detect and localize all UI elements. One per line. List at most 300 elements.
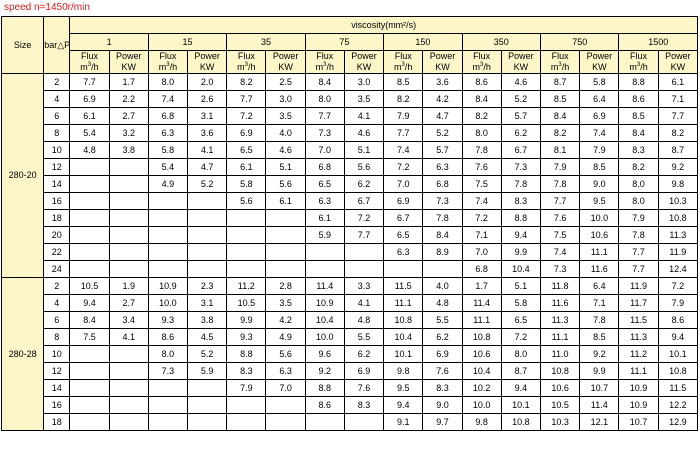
power-cell: 10.1 — [501, 397, 540, 414]
power-cell: 5.6 — [344, 159, 383, 176]
flux-cell — [305, 244, 344, 261]
flux-cell: 11.3 — [619, 329, 658, 346]
power-cell: 3.1 — [188, 108, 227, 125]
flux-cell: 7.4 — [148, 91, 187, 108]
flux-cell — [70, 363, 109, 380]
flux-cell: 10.6 — [462, 346, 501, 363]
power-cell: 8.3 — [344, 397, 383, 414]
power-cell: 4.1 — [344, 295, 383, 312]
subheader-flux: Flux $m^3/h$ — [619, 51, 658, 74]
power-cell: 6.2 — [501, 125, 540, 142]
bar-value-cell: 16 — [44, 397, 70, 414]
power-cell: 8.4 — [423, 227, 462, 244]
flux-cell — [70, 227, 109, 244]
flux-cell: 6.9 — [227, 125, 266, 142]
flux-cell: 7.8 — [462, 142, 501, 159]
bar-value-cell: 6 — [44, 108, 70, 125]
power-cell — [266, 227, 305, 244]
flux-cell — [227, 244, 266, 261]
power-cell: 3.8 — [109, 142, 148, 159]
power-cell: 4.8 — [423, 295, 462, 312]
flux-cell: 10.5 — [227, 295, 266, 312]
flux-cell — [70, 210, 109, 227]
power-cell: 5.8 — [501, 295, 540, 312]
header-viscosity-groups — [2, 34, 698, 51]
power-cell: 5.5 — [344, 329, 383, 346]
flux-cell: 7.4 — [462, 193, 501, 210]
power-cell: 6.7 — [344, 193, 383, 210]
flux-cell: 10.0 — [305, 329, 344, 346]
flux-cell: 7.5 — [70, 329, 109, 346]
power-cell: 5.7 — [423, 142, 462, 159]
flux-cell: 7.1 — [462, 227, 501, 244]
power-cell: 12.9 — [658, 414, 697, 431]
flux-cell: 7.7 — [619, 244, 658, 261]
flux-cell: 7.9 — [227, 380, 266, 397]
flux-cell: 8.6 — [148, 329, 187, 346]
power-cell: 6.7 — [501, 142, 540, 159]
power-cell: 7.2 — [344, 210, 383, 227]
power-cell: 3.0 — [344, 74, 383, 91]
flux-cell — [148, 210, 187, 227]
power-cell: 8.9 — [423, 244, 462, 261]
power-cell: 5.2 — [423, 125, 462, 142]
power-cell — [109, 261, 148, 278]
flux-cell: 6.1 — [305, 210, 344, 227]
power-cell — [344, 414, 383, 431]
flux-cell: 9.8 — [462, 414, 501, 431]
flux-cell: 8.5 — [541, 91, 580, 108]
bar-value-cell: 10 — [44, 142, 70, 159]
flux-cell — [148, 193, 187, 210]
power-cell: 9.4 — [501, 227, 540, 244]
power-cell: 4.7 — [423, 108, 462, 125]
power-cell: 7.3 — [423, 193, 462, 210]
table-row — [2, 91, 698, 108]
flux-cell — [70, 397, 109, 414]
viscosity-group: 35 — [227, 34, 305, 51]
flux-cell: 5.8 — [148, 142, 187, 159]
flux-cell: 6.8 — [148, 108, 187, 125]
viscosity-group: 750 — [541, 34, 619, 51]
power-cell: 2.6 — [188, 91, 227, 108]
flux-cell: 8.2 — [619, 159, 658, 176]
power-cell — [188, 261, 227, 278]
flux-cell: 10.0 — [462, 397, 501, 414]
power-cell — [188, 380, 227, 397]
power-cell: 5.2 — [501, 91, 540, 108]
subheader-power: Power KW — [423, 51, 462, 74]
flux-cell: 6.3 — [305, 193, 344, 210]
table-row — [2, 278, 698, 295]
power-cell: 8.3 — [501, 193, 540, 210]
flux-cell: 6.9 — [70, 91, 109, 108]
power-cell: 10.8 — [658, 210, 697, 227]
flux-cell — [227, 227, 266, 244]
power-cell: 10.6 — [580, 227, 619, 244]
flux-cell: 8.0 — [462, 125, 501, 142]
power-cell: 10.1 — [658, 346, 697, 363]
flux-cell: 7.2 — [462, 210, 501, 227]
bar-value-cell: 18 — [44, 210, 70, 227]
flux-cell: 10.8 — [541, 363, 580, 380]
power-cell: 4.6 — [344, 125, 383, 142]
subheader-flux: Flux $m^3/h$ — [305, 51, 344, 74]
flux-cell: 5.6 — [227, 193, 266, 210]
viscosity-group: 15 — [148, 34, 226, 51]
power-cell: 11.9 — [658, 244, 697, 261]
flux-cell — [305, 261, 344, 278]
power-cell — [109, 210, 148, 227]
flux-cell: 6.1 — [227, 159, 266, 176]
power-cell: 11.5 — [658, 380, 697, 397]
flux-cell: 8.2 — [384, 91, 423, 108]
flux-cell: 11.5 — [619, 312, 658, 329]
power-cell: 4.1 — [188, 142, 227, 159]
power-cell: 7.6 — [423, 363, 462, 380]
flux-cell: 7.5 — [462, 176, 501, 193]
power-cell: 9.9 — [501, 244, 540, 261]
flux-cell — [227, 261, 266, 278]
flux-cell: 11.5 — [384, 278, 423, 295]
flux-cell: 7.5 — [541, 227, 580, 244]
power-cell: 6.3 — [423, 159, 462, 176]
power-cell — [266, 261, 305, 278]
power-cell: 8.7 — [658, 142, 697, 159]
power-cell: 12.1 — [580, 414, 619, 431]
flux-cell: 8.0 — [148, 346, 187, 363]
header-bar-dp: bar△P — [44, 17, 70, 74]
flux-cell — [70, 193, 109, 210]
flux-cell: 5.9 — [305, 227, 344, 244]
subheader-power: Power KW — [266, 51, 305, 74]
power-cell: 3.0 — [266, 91, 305, 108]
flux-cell: 7.7 — [541, 193, 580, 210]
flux-cell — [148, 414, 187, 431]
bar-value-cell: 14 — [44, 176, 70, 193]
power-cell: 7.8 — [580, 312, 619, 329]
flux-cell: 8.4 — [619, 125, 658, 142]
power-cell: 5.2 — [188, 176, 227, 193]
subheader-flux: Flux $m^3/h$ — [227, 51, 266, 74]
flux-cell: 8.2 — [462, 108, 501, 125]
table-row — [2, 193, 698, 210]
power-cell: 5.9 — [188, 363, 227, 380]
table-row — [2, 295, 698, 312]
power-cell: 4.2 — [423, 91, 462, 108]
table-row — [2, 176, 698, 193]
table-row — [2, 125, 698, 142]
power-cell: 5.1 — [501, 278, 540, 295]
power-cell: 2.7 — [109, 295, 148, 312]
power-cell: 2.5 — [266, 74, 305, 91]
table-row — [2, 414, 698, 431]
power-cell: 6.9 — [344, 363, 383, 380]
power-cell — [109, 380, 148, 397]
power-cell: 3.5 — [266, 295, 305, 312]
power-cell: 4.6 — [501, 74, 540, 91]
flux-cell — [227, 414, 266, 431]
flux-cell: 10.4 — [462, 363, 501, 380]
flux-cell: 9.3 — [148, 312, 187, 329]
flux-cell — [148, 261, 187, 278]
power-cell — [188, 244, 227, 261]
power-cell: 6.1 — [658, 74, 697, 91]
power-cell: 3.6 — [423, 74, 462, 91]
flux-cell: 8.4 — [541, 108, 580, 125]
table-row — [2, 108, 698, 125]
flux-cell: 7.4 — [384, 142, 423, 159]
flux-cell — [148, 380, 187, 397]
power-cell: 12.2 — [658, 397, 697, 414]
flux-cell — [70, 244, 109, 261]
power-cell — [109, 346, 148, 363]
bar-value-cell: 14 — [44, 380, 70, 397]
flux-cell: 7.7 — [619, 261, 658, 278]
flux-cell: 7.0 — [462, 244, 501, 261]
power-cell: 5.1 — [344, 142, 383, 159]
power-cell: 5.6 — [266, 346, 305, 363]
power-cell — [188, 227, 227, 244]
flux-cell: 10.9 — [305, 295, 344, 312]
power-cell: 6.9 — [423, 346, 462, 363]
flux-cell: 6.7 — [384, 210, 423, 227]
power-cell: 6.2 — [344, 176, 383, 193]
flux-cell: 8.2 — [541, 125, 580, 142]
power-cell: 6.4 — [580, 278, 619, 295]
header-subcolumns — [2, 51, 698, 74]
flux-cell: 7.2 — [384, 159, 423, 176]
power-cell: 7.6 — [344, 380, 383, 397]
flux-cell: 8.2 — [227, 74, 266, 91]
power-cell: 4.5 — [188, 329, 227, 346]
power-cell: 5.7 — [501, 108, 540, 125]
flux-cell — [384, 261, 423, 278]
power-cell: 5.2 — [188, 346, 227, 363]
power-cell: 4.2 — [266, 312, 305, 329]
flux-cell: 6.9 — [384, 193, 423, 210]
flux-cell: 7.0 — [305, 142, 344, 159]
power-cell: 5.1 — [266, 159, 305, 176]
power-cell: 9.5 — [580, 193, 619, 210]
table-body — [2, 74, 698, 431]
flux-cell: 6.1 — [70, 108, 109, 125]
viscosity-group: 1500 — [619, 34, 698, 51]
flux-cell: 10.4 — [305, 312, 344, 329]
flux-cell: 11.4 — [305, 278, 344, 295]
flux-cell: 7.7 — [384, 125, 423, 142]
power-cell: 9.2 — [658, 159, 697, 176]
flux-cell — [148, 227, 187, 244]
bar-value-cell: 12 — [44, 363, 70, 380]
power-cell: 4.8 — [344, 312, 383, 329]
flux-cell: 9.8 — [384, 363, 423, 380]
power-cell — [344, 244, 383, 261]
power-cell: 9.0 — [423, 397, 462, 414]
flux-cell: 7.6 — [462, 159, 501, 176]
power-cell — [109, 414, 148, 431]
power-cell: 9.7 — [423, 414, 462, 431]
power-cell: 2.3 — [188, 278, 227, 295]
flux-cell: 10.5 — [70, 278, 109, 295]
flux-cell: 7.9 — [619, 210, 658, 227]
power-cell: 7.2 — [658, 278, 697, 295]
subheader-flux: Flux $m^3/h$ — [462, 51, 501, 74]
power-cell: 8.5 — [580, 329, 619, 346]
size-cell: 280-28 — [2, 278, 44, 431]
power-cell — [188, 210, 227, 227]
table-row — [2, 380, 698, 397]
flux-cell: 8.8 — [305, 380, 344, 397]
flux-cell — [148, 244, 187, 261]
flux-cell: 5.8 — [227, 176, 266, 193]
power-cell — [344, 261, 383, 278]
flux-cell: 7.7 — [305, 108, 344, 125]
flux-cell: 5.4 — [70, 125, 109, 142]
power-cell: 8.7 — [501, 363, 540, 380]
flux-cell: 8.8 — [227, 346, 266, 363]
power-cell: 10.3 — [658, 193, 697, 210]
flux-cell: 10.8 — [384, 312, 423, 329]
power-cell: 2.8 — [266, 278, 305, 295]
power-cell — [266, 210, 305, 227]
flux-cell: 7.3 — [305, 125, 344, 142]
table-row — [2, 142, 698, 159]
power-cell — [266, 397, 305, 414]
flux-cell: 11.9 — [619, 278, 658, 295]
flux-cell: 8.3 — [227, 363, 266, 380]
power-cell: 3.1 — [188, 295, 227, 312]
table-row — [2, 227, 698, 244]
flux-cell: 11.3 — [541, 312, 580, 329]
flux-cell: 7.9 — [384, 108, 423, 125]
flux-cell: 8.1 — [541, 142, 580, 159]
subheader-flux: Flux $m^3/h$ — [541, 51, 580, 74]
flux-cell — [70, 346, 109, 363]
power-cell: 6.2 — [344, 346, 383, 363]
power-cell: 11.6 — [580, 261, 619, 278]
flux-cell: 9.6 — [305, 346, 344, 363]
flux-cell: 4.9 — [148, 176, 187, 193]
power-cell: 9.4 — [501, 380, 540, 397]
power-cell: 2.0 — [188, 74, 227, 91]
power-cell: 7.4 — [580, 125, 619, 142]
power-cell: 3.6 — [188, 125, 227, 142]
power-cell: 8.8 — [501, 210, 540, 227]
flux-cell: 10.5 — [541, 397, 580, 414]
flux-cell: 8.4 — [305, 74, 344, 91]
power-cell: 6.2 — [423, 329, 462, 346]
power-cell: 5.6 — [266, 176, 305, 193]
power-cell: 7.9 — [580, 142, 619, 159]
bar-value-cell: 12 — [44, 159, 70, 176]
flux-cell: 11.7 — [619, 295, 658, 312]
power-cell: 7.8 — [501, 176, 540, 193]
power-cell: 8.2 — [658, 125, 697, 142]
power-cell: 7.7 — [658, 108, 697, 125]
flux-cell: 10.9 — [619, 397, 658, 414]
power-cell: 10.7 — [580, 380, 619, 397]
flux-cell: 10.3 — [541, 414, 580, 431]
flux-cell: 11.1 — [384, 295, 423, 312]
power-cell: 4.1 — [344, 108, 383, 125]
flux-cell: 9.3 — [227, 329, 266, 346]
flux-cell: 8.3 — [619, 142, 658, 159]
subheader-flux: Flux $m^3/h$ — [70, 51, 109, 74]
power-cell: 8.0 — [501, 346, 540, 363]
table-header — [2, 17, 698, 74]
power-cell: 4.6 — [266, 142, 305, 159]
flux-cell: 7.3 — [541, 261, 580, 278]
table-row — [2, 363, 698, 380]
power-cell — [188, 397, 227, 414]
flux-cell: 8.8 — [619, 74, 658, 91]
bar-value-cell: 8 — [44, 329, 70, 346]
power-cell: 8.6 — [658, 312, 697, 329]
header-size: Size — [2, 17, 44, 74]
flux-cell — [70, 380, 109, 397]
bar-value-cell: 18 — [44, 414, 70, 431]
flux-cell — [70, 414, 109, 431]
flux-cell: 11.1 — [462, 312, 501, 329]
power-cell — [423, 261, 462, 278]
power-cell: 7.2 — [501, 329, 540, 346]
bar-value-cell: 6 — [44, 312, 70, 329]
flux-cell: 10.4 — [384, 329, 423, 346]
flux-cell: 10.1 — [384, 346, 423, 363]
flux-cell: 6.3 — [148, 125, 187, 142]
flux-cell: 6.5 — [227, 142, 266, 159]
power-cell: 1.9 — [109, 278, 148, 295]
flux-cell: 11.2 — [619, 346, 658, 363]
power-cell: 3.5 — [344, 91, 383, 108]
flux-cell: 7.2 — [227, 108, 266, 125]
power-cell: 8.5 — [580, 159, 619, 176]
flux-cell — [227, 210, 266, 227]
power-cell: 9.9 — [580, 363, 619, 380]
power-cell: 11.3 — [658, 227, 697, 244]
flux-cell: 8.4 — [462, 91, 501, 108]
flux-cell: 11.4 — [462, 295, 501, 312]
power-cell: 3.4 — [109, 312, 148, 329]
flux-cell: 8.4 — [70, 312, 109, 329]
power-cell: 4.1 — [109, 329, 148, 346]
power-cell: 7.8 — [423, 210, 462, 227]
viscosity-group: 75 — [305, 34, 383, 51]
flux-cell: 7.7 — [70, 74, 109, 91]
power-cell — [188, 193, 227, 210]
flux-cell: 10.7 — [619, 414, 658, 431]
bar-value-cell: 10 — [44, 346, 70, 363]
power-cell: 2.7 — [109, 108, 148, 125]
flux-cell: 11.1 — [541, 329, 580, 346]
table-row — [2, 397, 698, 414]
flux-cell: 8.5 — [384, 74, 423, 91]
flux-cell: 8.5 — [619, 108, 658, 125]
power-cell: 1.7 — [109, 74, 148, 91]
power-cell — [109, 193, 148, 210]
power-cell — [266, 414, 305, 431]
bar-value-cell: 22 — [44, 244, 70, 261]
flux-cell: 11.2 — [227, 278, 266, 295]
flux-cell: 10.9 — [148, 278, 187, 295]
flux-cell: 8.0 — [305, 91, 344, 108]
bar-value-cell: 24 — [44, 261, 70, 278]
power-cell: 3.5 — [266, 108, 305, 125]
subheader-flux: Flux $m^3/h$ — [384, 51, 423, 74]
flux-cell: 11.0 — [541, 346, 580, 363]
power-cell: 3.2 — [109, 125, 148, 142]
